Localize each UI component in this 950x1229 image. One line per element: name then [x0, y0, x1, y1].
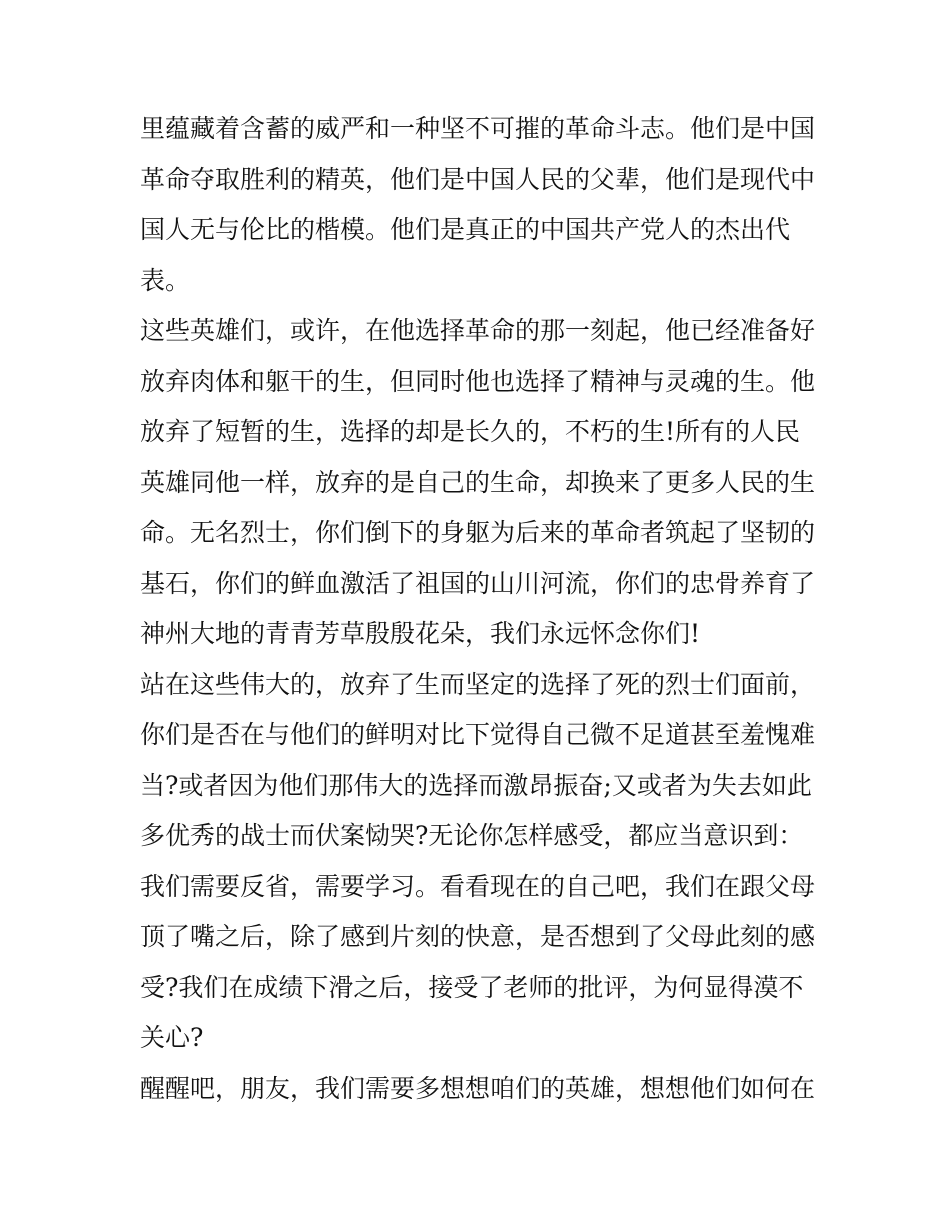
text-line-11: 神州大地的青青芳草殷殷花朵，我们永远怀念你们!	[140, 619, 701, 648]
text-line-9: 命。无名烈士，你们倒下的身躯为后来的革命者筑起了坚韧的	[140, 518, 816, 547]
text-line-7: 放弃了短暂的生，选择的却是长久的，不朽的生!所有的人民	[140, 417, 801, 446]
document-body	[140, 104, 830, 1114]
text-line-5: 这些英雄们，或许，在他选择革命的那一刻起，他已经准备好	[140, 316, 816, 345]
text-line-19: 关心?	[140, 1023, 204, 1052]
text-line-6: 放弃肉体和躯干的生，但同时他也选择了精神与灵魂的生。他	[140, 366, 816, 396]
text-line-18: 受?我们在成绩下滑之后，接受了老师的批评，为何显得漠不	[140, 972, 804, 1002]
text-line-17: 顶了嘴之后，除了感到片刻的快意，是否想到了父母此刻的感	[140, 922, 816, 951]
text-line-1: 里蕴藏着含蓄的威严和一种坚不可摧的革命斗志。他们是中国	[140, 114, 816, 143]
text-line-15: 多优秀的战士而伏案恸哭?无论你怎样感受，都应当意识到：	[140, 821, 804, 850]
text-line-8: 英雄同他一样，放弃的是自己的生命，却换来了更多人民的生	[140, 467, 816, 497]
text-line-10: 基石，你们的鲜血激活了祖国的山川河流，你们的忠骨养育了	[140, 568, 816, 598]
text-line-4: 表。	[140, 265, 191, 295]
text-line-14: 当?或者因为他们那伟大的选择而激昂振奋;又或者为失去如此	[140, 770, 812, 800]
text-line-16: 我们需要反省，需要学习。看看现在的自己吧，我们在跟父母	[140, 871, 816, 901]
text-line-12: 站在这些伟大的，放弃了生而坚定的选择了死的烈士们面前，	[140, 669, 816, 699]
text-line-3: 国人无与伦比的楷模。他们是真正的中国共产党人的杰出代	[140, 215, 791, 244]
text-line-2: 革命夺取胜利的精英，他们是中国人民的父辈，他们是现代中	[140, 164, 816, 194]
text-line-20: 醒醒吧，朋友，我们需要多想想咱们的英雄，想想他们如何在	[140, 1073, 816, 1103]
text-line-13: 你们是否在与他们的鲜明对比下觉得自己微不足道甚至羞愧难	[140, 720, 816, 749]
